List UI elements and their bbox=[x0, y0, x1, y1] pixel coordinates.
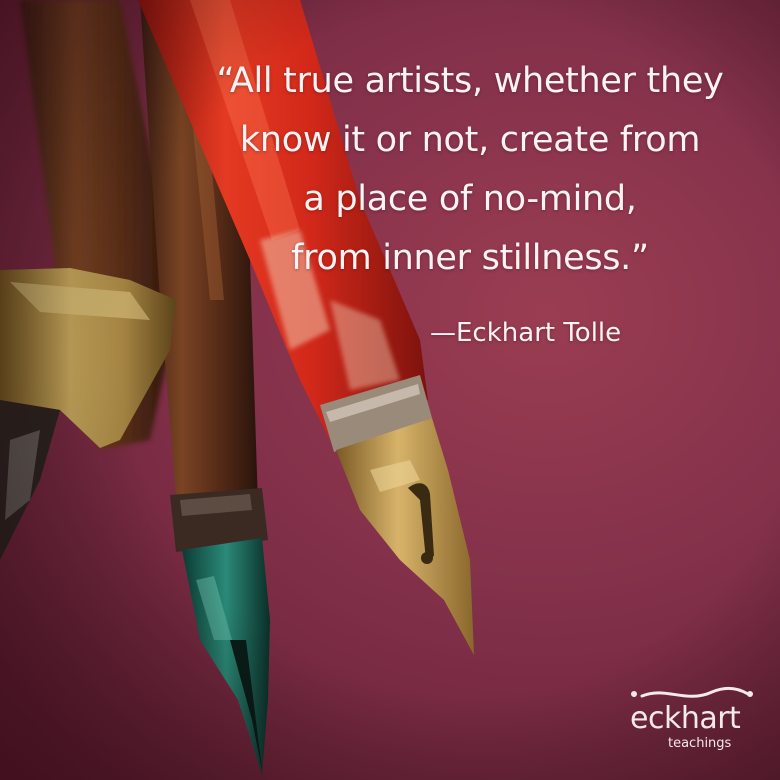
eckhart-teachings-logo bbox=[622, 682, 762, 762]
quote-text bbox=[200, 52, 740, 288]
quote-attribution: —Eckhart Tolle bbox=[430, 318, 622, 348]
quote-line-4: from inner stillness.” bbox=[291, 238, 649, 278]
quote-line-1: “All true artists, whether they bbox=[216, 61, 724, 101]
logo-name: eckhart bbox=[630, 701, 741, 736]
quote-line-2: know it or not, create from bbox=[239, 120, 701, 160]
quote-line-3: a place of no-mind, bbox=[303, 179, 637, 219]
logo-subtitle: teachings bbox=[668, 736, 732, 751]
